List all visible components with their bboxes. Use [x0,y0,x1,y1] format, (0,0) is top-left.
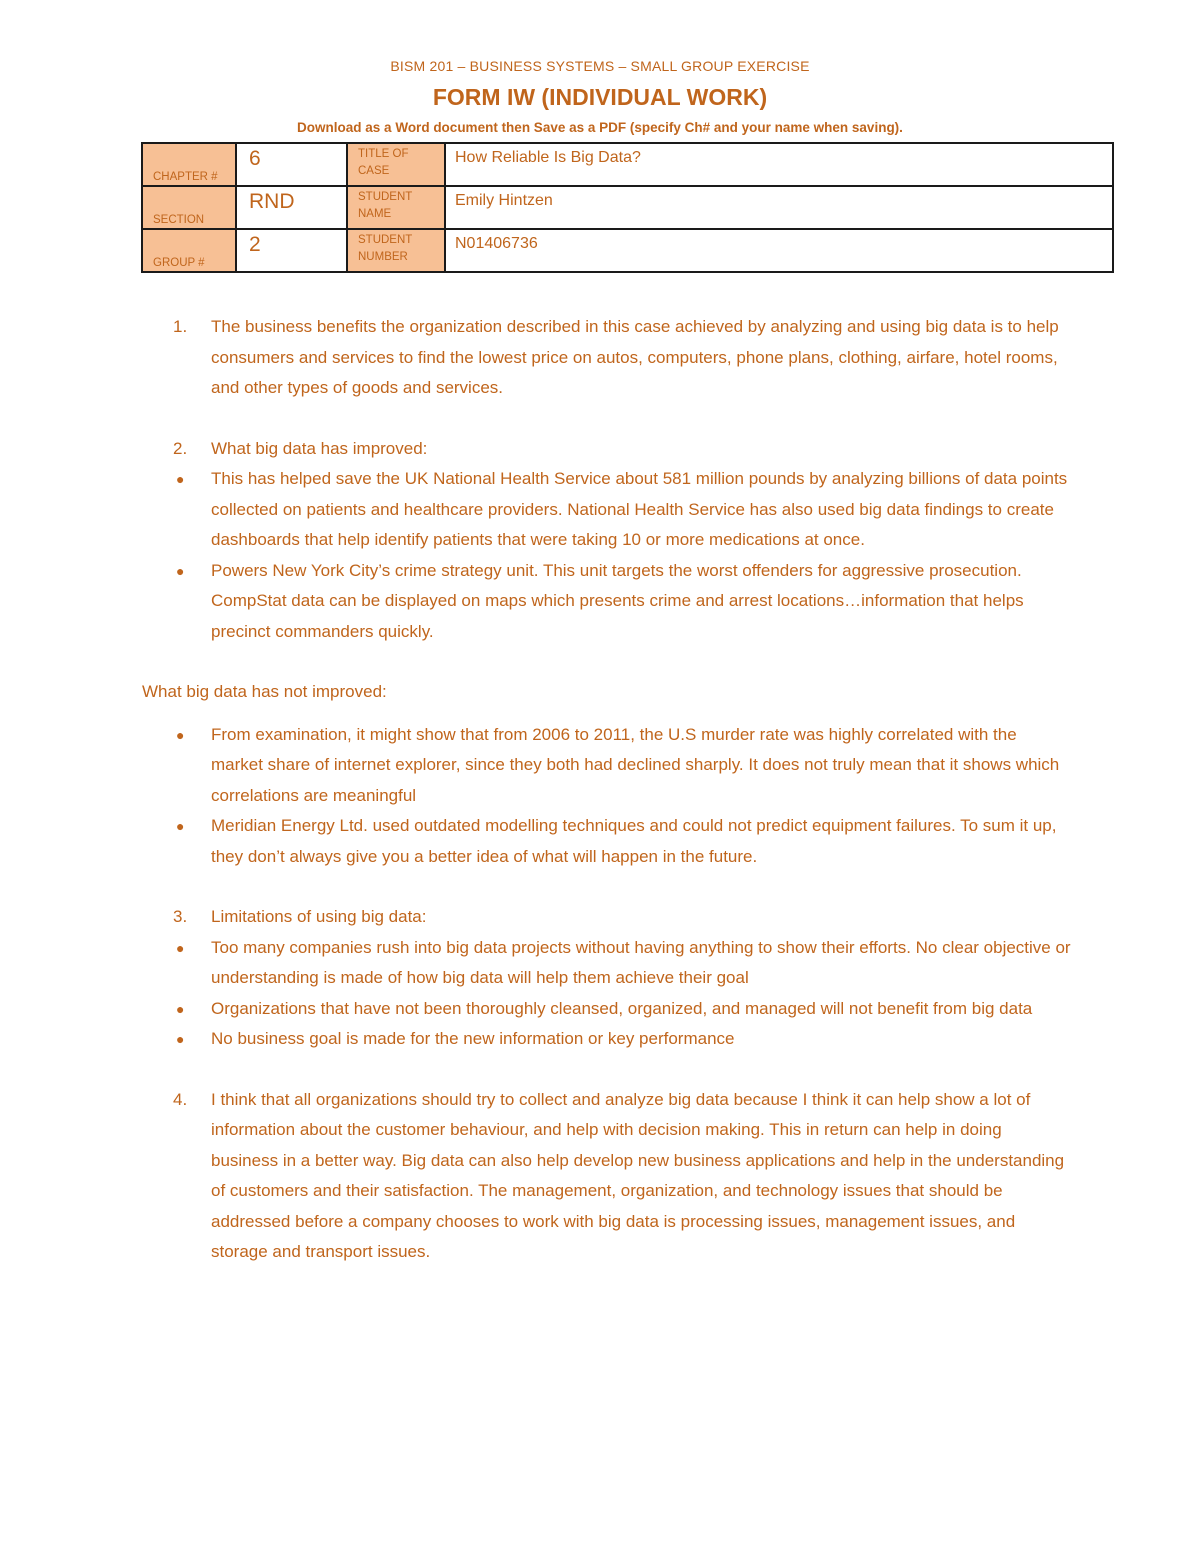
answer-number: 2. [173,438,188,458]
answer-2 [141,434,1071,465]
section-value: RND [236,186,347,229]
answer-text: The business benefits the organization described in this case achieved by analyzing and using big data is to help consumers and services to find the lowest price on autos, computers, phone plans, clothing, airfare, hotel rooms, and other types of goods and services. [211,317,1059,397]
chapter-value: 6 [236,143,347,186]
not-improved-heading: What big data has not improved: [142,682,387,701]
student-name-value: Emily Hintzen [445,186,1113,229]
list-item [141,720,1071,812]
student-number-label: STUDENT NUMBER [347,229,445,272]
chapter-label: CHAPTER # [153,171,218,183]
form-title: FORM IW (INDIVIDUAL WORK) [432,84,768,110]
answer-number: 4. [173,1089,188,1109]
bullet-text: Powers New York City’s crime strategy unit. This unit targets the worst offenders for aggressive prosecution. CompStat data can be displayed on maps which presents crime and arrest locations…information that helps precinct commanders quickly. [211,560,1024,641]
group-label: GROUP # [153,257,205,269]
chapter-label-cell [142,143,236,186]
title-label: TITLE OF CASE [347,143,445,186]
bullet-icon: ● [176,939,185,956]
answer-number: 3. [173,907,188,926]
bullet-icon: ● [176,471,185,487]
bullet-text: Too many companies rush into big data projects without having anything to show their efforts. No clear objective or understanding is made of how big data will help them achieve their goal [211,937,1071,987]
student-name-label: STUDENT NAME [347,186,445,229]
student-info-table [141,142,1114,273]
instructions: Download as a Word document then Save as a PDF (specify Ch# and your name when saving). [297,120,903,135]
course-title: BISM 201 – BUSINESS SYSTEMS – SMALL GROUP EXERCISE [390,58,810,74]
bullet-text: Meridian Energy Ltd. used outdated modelling techniques and could not predict equipment failures. To sum it up, they don’t always give you a better idea of what will happen in the future. [211,816,1057,866]
bullet-icon: ● [176,562,185,579]
table-row [142,143,1113,186]
bullet-text: This has helped save the UK National Health Service about 581 million pounds by analyzing billions of data points collected on patients and healthcare providers. National Health Service has also used big data findings to create dashboards that help identify patients that were taking 10 or more medications at once. [211,469,1068,549]
section-label: SECTION [153,214,205,226]
answer-text: What big data has improved: [211,438,428,458]
answer-text: I think that all organizations should try to collect and analyze big data because I think it can help show a lot of information about the customer behaviour, and help with decision making. This in return can help in doing business in a better way. Big data can also help develop new business applications and help in the understanding of customers and their satisfaction. The management, organization, and technology issues that should be addressed before a company chooses to work with big data is processing issues, management issues, and storage and transport issues. [211,1089,1065,1261]
answer-3 [141,902,1071,933]
list-item [141,811,1071,872]
title-value: How Reliable Is Big Data? [445,143,1113,186]
table-row [142,186,1113,229]
list-item [141,464,1071,556]
answer-1 [141,312,1071,404]
answer-text: Limitations of using big data: [211,907,427,926]
list-item [141,1024,1071,1055]
bullet-icon: ● [176,1000,185,1017]
answers-body [141,312,1071,1268]
bullet-icon: ● [176,1031,185,1047]
bullet-text: Organizations that have not been thoroughly cleansed, organized, and managed will not benefit from big data [211,998,1033,1018]
list-item [141,556,1071,648]
section-label-cell [142,186,236,229]
bullet-icon: ● [176,726,185,743]
bullet-text: From examination, it might show that from 2006 to 2011, the U.S murder rate was highly correlated with the market share of internet explorer, since they both had declined sharply. It does not truly mean that it shows which correlations are meaningful [211,724,1060,805]
list-item [141,994,1071,1025]
answer-4 [141,1085,1071,1268]
answer-number: 1. [173,317,188,336]
list-item [141,933,1071,994]
table-row [142,229,1113,272]
student-number-value: N01406736 [445,229,1113,272]
bullet-icon: ● [176,818,185,834]
group-label-cell [142,229,236,272]
group-value: 2 [236,229,347,272]
bullet-text: No business goal is made for the new information or key performance [211,1029,735,1048]
